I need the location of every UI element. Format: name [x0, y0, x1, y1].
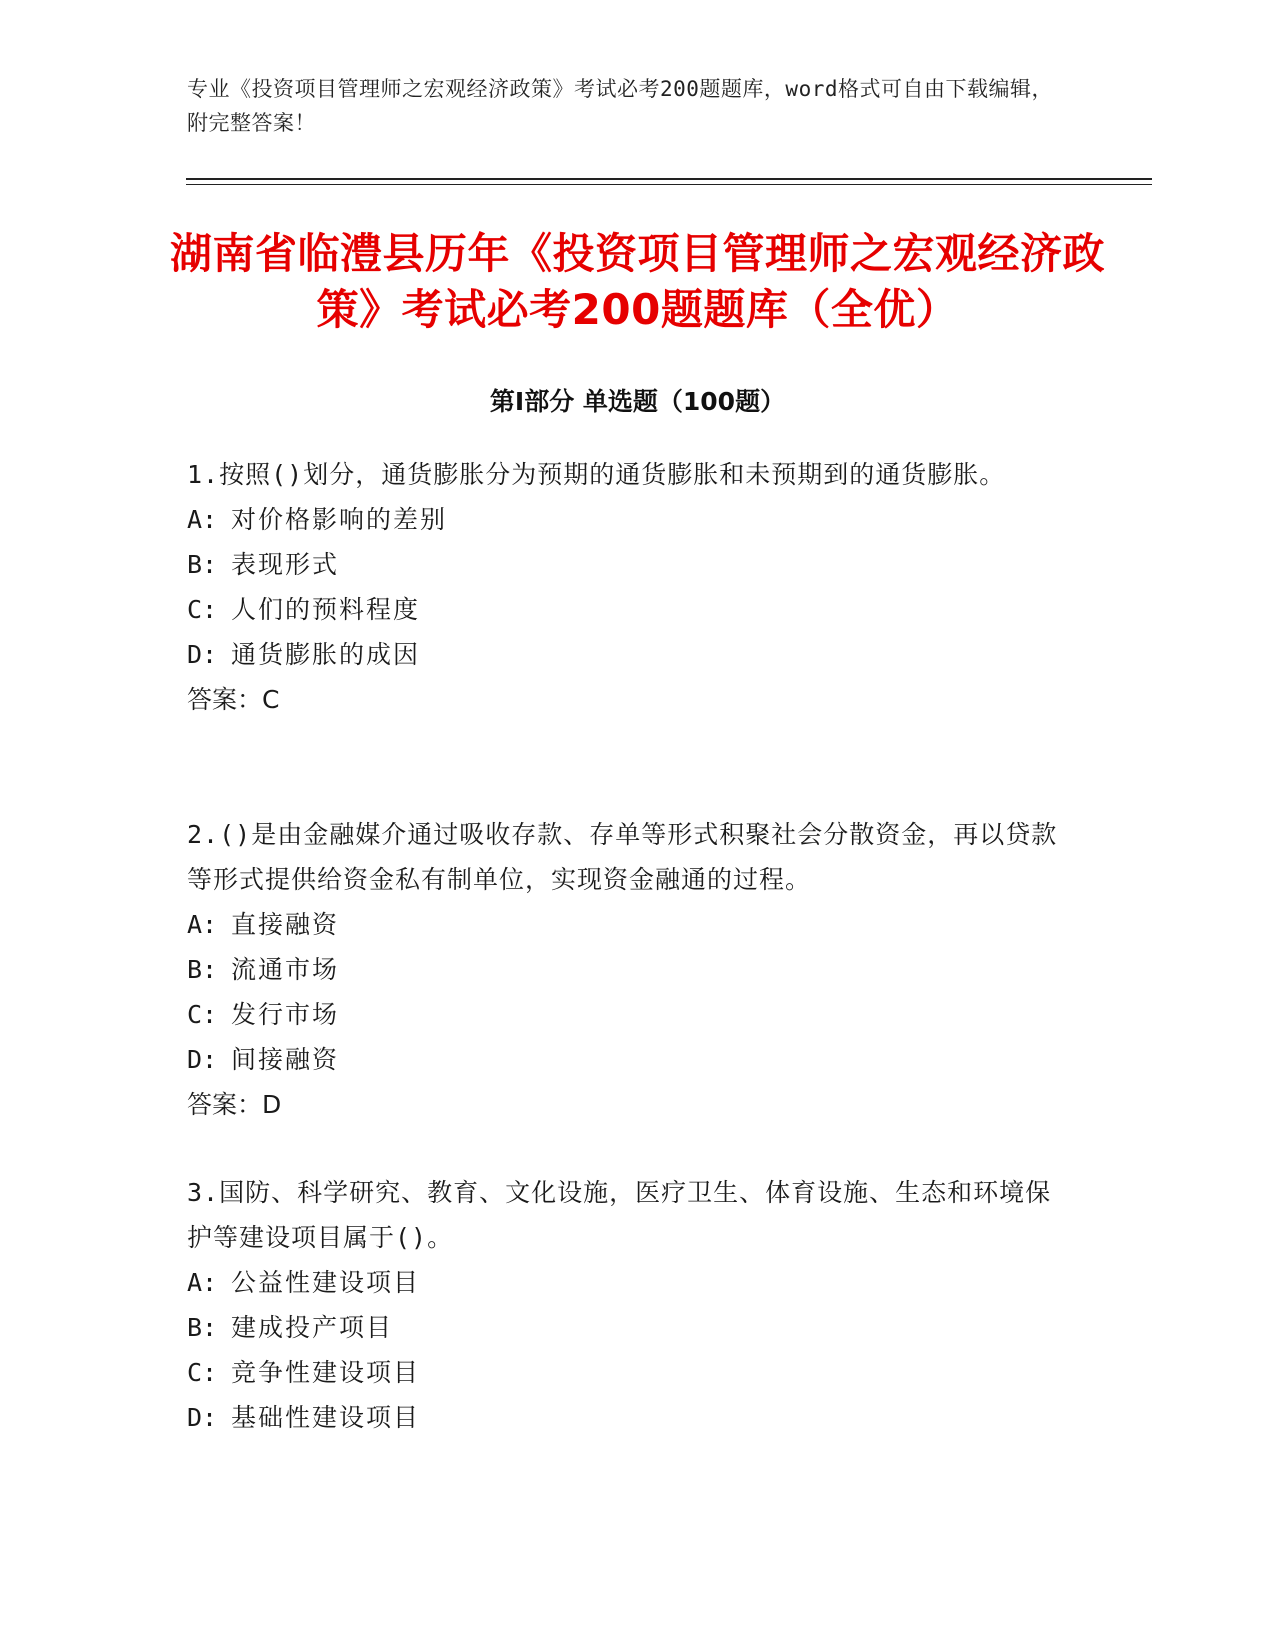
answer-value: D — [262, 1090, 282, 1119]
option-b — [187, 947, 1067, 992]
option-d — [187, 1395, 1067, 1440]
question-1 — [187, 452, 1067, 722]
option-text: 直接融资 — [231, 910, 340, 939]
answer-label: 答案： — [187, 1090, 263, 1119]
question-stem: 3.国防、科学研究、教育、文化设施，医疗卫生、体育设施、生态和环境保护等建设项目属于()。 — [187, 1178, 1052, 1252]
option-letter: C: — [187, 1000, 218, 1029]
header-note: 专业《投资项目管理师之宏观经济政策》考试必考200题题库，word格式可自由下载编辑，附完整答案！ — [187, 77, 1053, 135]
header-divider-thick — [186, 178, 1152, 180]
option-letter: B: — [187, 955, 218, 984]
option-a — [187, 497, 1067, 542]
answer-label: 答案： — [187, 685, 263, 714]
option-text: 流通市场 — [231, 955, 340, 984]
question-3 — [187, 1170, 1067, 1440]
option-b — [187, 1305, 1067, 1350]
option-letter: A: — [187, 505, 218, 534]
option-text: 间接融资 — [231, 1045, 340, 1074]
answer-value: C — [262, 685, 280, 714]
option-c — [187, 587, 1067, 632]
option-text: 发行市场 — [231, 1000, 340, 1029]
question-stem: 1.按照()划分，通货膨胀分为预期的通货膨胀和未预期到的通货膨胀。 — [187, 460, 1006, 489]
answer-line — [187, 677, 1067, 722]
option-letter: A: — [187, 1268, 218, 1297]
option-text: 基础性建设项目 — [231, 1403, 421, 1432]
option-text: 表现形式 — [231, 550, 340, 579]
answer-line — [187, 1082, 1067, 1127]
option-a — [187, 902, 1067, 947]
question-2 — [187, 812, 1067, 1127]
option-letter: C: — [187, 595, 218, 624]
document-title: 湖南省临澧县历年《投资项目管理师之宏观经济政策》考试必考200题题库（全优） — [169, 229, 1105, 334]
option-text: 建成投产项目 — [231, 1313, 394, 1342]
option-c — [187, 1350, 1067, 1395]
question-stem: 2.()是由金融媒介通过吸收存款、存单等形式积聚社会分散资金，再以贷款等形式提供给资金私有制单位，实现资金融通的过程。 — [187, 820, 1058, 894]
option-letter: D: — [187, 640, 218, 669]
option-letter: C: — [187, 1358, 218, 1387]
option-c — [187, 992, 1067, 1037]
option-letter: B: — [187, 550, 218, 579]
option-text: 对价格影响的差别 — [231, 505, 448, 534]
option-letter: D: — [187, 1403, 218, 1432]
option-text: 人们的预料程度 — [231, 595, 421, 624]
option-letter: B: — [187, 1313, 218, 1342]
option-a — [187, 1260, 1067, 1305]
option-text: 通货膨胀的成因 — [231, 640, 421, 669]
option-d — [187, 632, 1067, 677]
section-heading: 第Ⅰ部分 单选题（100题） — [489, 387, 786, 416]
option-d — [187, 1037, 1067, 1082]
option-text: 公益性建设项目 — [231, 1268, 421, 1297]
header-divider-thin — [186, 184, 1152, 185]
option-text: 竞争性建设项目 — [231, 1358, 421, 1387]
option-letter: D: — [187, 1045, 218, 1074]
option-letter: A: — [187, 910, 218, 939]
option-b — [187, 542, 1067, 587]
